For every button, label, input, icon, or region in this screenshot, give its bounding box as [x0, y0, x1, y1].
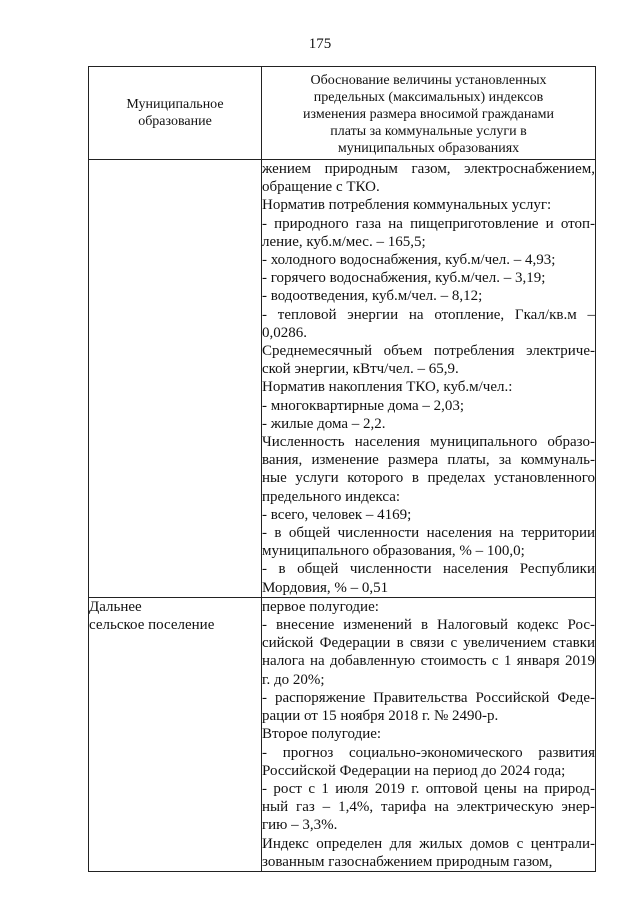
- text-line: - природного газа на пищеприготовление и отоп-: [262, 215, 595, 232]
- text-line: ление, куб.м/мес. – 165,5;: [262, 233, 426, 250]
- municipality-cell: [89, 597, 262, 871]
- text-line: гию – 3,3%.: [262, 817, 338, 834]
- text-line: - внесение изменений в Налоговый кодекс Рос-: [262, 617, 595, 634]
- text-line: ный газ – 1,4%, тарифа на электрическую энер-: [262, 799, 595, 816]
- text-line: рации от 15 ноября 2018 г. № 2490-р.: [262, 708, 499, 725]
- text-line: - холодного водоснабжения, куб.м/чел. – 4,93;: [262, 252, 556, 269]
- text-line: - в общей численности населения Республики: [262, 561, 595, 578]
- text-line: вания, изменение размера платы, за коммуналь-: [262, 452, 595, 469]
- header-justification-line: предельных (максимальных) индексов: [313, 90, 544, 105]
- text-line: - в общей численности населения на территории: [262, 525, 595, 542]
- text-line: - тепловой энергии на отопление, Гкал/кв.м –: [262, 306, 595, 323]
- text-line: Численность населения муниципального образо-: [262, 434, 595, 451]
- text-line: - всего, человек – 4169;: [262, 506, 412, 523]
- text-line: сийской Федерации в связи с увеличением ставки: [262, 635, 595, 652]
- text-line: г. до 20%;: [262, 671, 325, 688]
- tariff-index-table: [88, 66, 596, 872]
- text-line: - прогноз социально-экономического развития: [262, 744, 595, 761]
- header-justification: [262, 67, 596, 160]
- text-line: ской энергии, кВтч/чел. – 65,9.: [262, 361, 459, 378]
- text-line: Норматив потребления коммунальных услуг:: [262, 197, 552, 214]
- header-municipality-line: образование: [138, 114, 212, 129]
- header-justification-line: муниципальных образованиях: [337, 141, 520, 156]
- text-line: Мордовия, % – 0,51: [262, 579, 389, 596]
- text-line: налога на добавленную стоимость с 1 января 2019: [262, 653, 595, 670]
- text-line: - многоквартирные дома – 2,03;: [262, 397, 465, 414]
- text-line: Российской Федерации на период до 2024 года;: [262, 762, 566, 779]
- text-line: - горячего водоснабжения, куб.м/чел. – 3,19;: [262, 270, 546, 287]
- text-line: Норматив накопления ТКО, куб.м/чел.:: [262, 379, 513, 396]
- municipality-name-line: Дальнее: [89, 598, 142, 615]
- header-justification-line: изменения размера вносимой гражданами: [303, 107, 554, 122]
- header-justification-line: Обоснование величины установленных: [310, 73, 547, 88]
- justification-cell: [262, 160, 596, 598]
- text-line: зованным газоснабжением природным газом,: [262, 853, 553, 870]
- text-line: Индекс определен для жилых домов с централи-: [262, 835, 595, 852]
- header-municipality: [89, 67, 262, 160]
- text-line: - водоотведения, куб.м/чел. – 8,12;: [262, 288, 483, 305]
- header-justification-line: платы за коммунальные услуги в: [330, 124, 527, 139]
- text-line: ные услуги которого в пределах установленного: [262, 470, 595, 487]
- justification-cell: [262, 597, 596, 871]
- text-line: муниципального образования, % – 100,0;: [262, 543, 525, 560]
- text-line: обращение с ТКО.: [262, 179, 380, 196]
- text-line: первое полугодие:: [262, 598, 379, 615]
- text-line: - распоряжение Правительства Российской Феде-: [262, 689, 595, 706]
- text-line: 0,0286.: [262, 324, 307, 341]
- text-line: Второе полугодие:: [262, 726, 382, 743]
- table-row: [89, 160, 596, 598]
- text-line: - рост с 1 июля 2019 г. оптовой цены на природ-: [262, 780, 595, 797]
- text-line: жением природным газом, электроснабжением,: [262, 161, 595, 177]
- page-number: 175: [308, 36, 332, 52]
- header-municipality-line: Муниципальное: [126, 97, 224, 112]
- text-line: - жилые дома – 2,2.: [262, 415, 386, 432]
- table-row: [89, 597, 596, 871]
- municipality-cell: [89, 160, 262, 598]
- table-header-row: [89, 67, 596, 160]
- text-line: предельного индекса:: [262, 488, 401, 505]
- municipality-name-line: сельское поселение: [89, 616, 215, 633]
- text-line: Среднемесячный объем потребления электриче-: [262, 343, 595, 360]
